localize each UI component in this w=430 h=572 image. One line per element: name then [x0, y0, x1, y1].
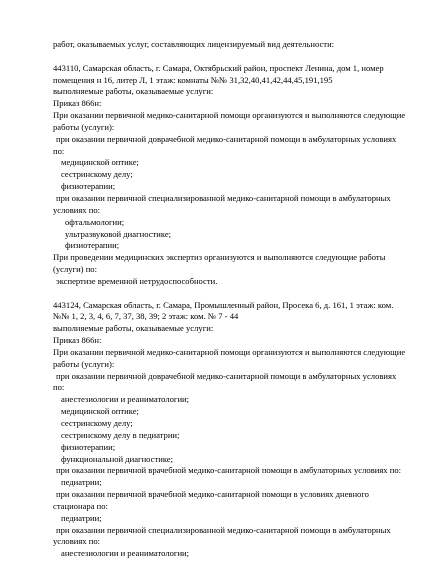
section1-specialized-line: при оказании первичной специализированной медико-санитарной помощи в амбулаторных: [56, 192, 391, 203]
section1-specialized-item: физиотерапии;: [65, 240, 120, 251]
section1-expertise-line: (услуги) по:: [53, 264, 97, 275]
section2-doctor-ambulatory-item: педиатрии;: [61, 477, 102, 488]
section2-order: Приказ 866н:: [53, 335, 102, 346]
section1-address-line: помещения н 16, литер Л, 1 этаж: комнаты №№ 31,32,40,41,42,44,45,191,195: [53, 74, 333, 85]
section2-doctor-ambulatory-line: при оказании первичной врачебной медико-санитарной помощи в амбулаторных условиях по:: [56, 465, 402, 476]
section1-primary-care-line: При оказании первичной медико-санитарной помощи организуются и выполняются следующие: [53, 110, 406, 121]
section2-predoctor-line: по:: [53, 382, 65, 393]
section2-specialized-line: при оказании первичной специализированной медико-санитарной помощи в амбулаторных: [56, 524, 391, 535]
section2-primary-care-line: работы (услуги):: [53, 358, 115, 369]
section2-specialized-line: условиях по:: [53, 536, 101, 547]
section1-predoctor-item: медицинской оптике;: [61, 157, 139, 168]
section2-address-line: №№ 1, 2, 3, 4, 6, 7, 37, 38, 39; 2 этаж: ком. № 7 - 44: [53, 311, 239, 322]
section1-primary-care-line: работы (услуги):: [53, 121, 115, 132]
section2-doctor-daycare-line: стационара по:: [53, 500, 108, 511]
section2-doctor-daycare-line: при оказании первичной врачебной медико-санитарной помощи в условиях дневного: [56, 489, 369, 500]
paragraph-gap: [53, 51, 409, 63]
section1-predoctor-item: сестринскому делу;: [61, 169, 133, 180]
section1-expertise-item: экспертизе временной нетрудоспособности.: [56, 275, 218, 286]
section2-predoctor-item: сестринскому делу в педиатрии;: [61, 429, 180, 440]
section1-expertise-line: При проведении медицинских экспертиз организуются и выполняются следующие работы: [53, 252, 386, 263]
section1-specialized-item: офтальмологии;: [65, 216, 125, 227]
section2-predoctor-item: медицинской оптике;: [61, 406, 139, 417]
section1-predoctor-line: по:: [53, 145, 65, 156]
section1-address-line: 443110, Самарская область, г. Самара, Октябрьский район, проспект Ленина, дом 1, номер: [53, 62, 384, 73]
license-text-block: [53, 39, 409, 560]
section2-address-line: 443124, Самарская область, г. Самара, Промышленный район, Просека 6, д. 161, 1 этаж: ком.: [53, 299, 394, 310]
intro-line: работ, оказываемых услуг, составляющих лицензируемый вид деятельности:: [53, 39, 335, 49]
section2-predoctor-line: при оказании первичной доврачебной медико-санитарной помощи в амбулаторных условиях: [56, 370, 397, 381]
section2-predoctor-item: физиотерапии;: [61, 441, 116, 452]
section2-primary-care-line: При оказании первичной медико-санитарной помощи организуются и выполняются следующие: [53, 346, 406, 357]
section1-specialized-line: условиях по:: [53, 204, 101, 215]
section1-predoctor-line: при оказании первичной доврачебной медико-санитарной помощи в амбулаторных условиях: [56, 133, 397, 144]
section1-predoctor-item: физиотерапии;: [61, 181, 116, 192]
section2-predoctor-item: сестринскому делу;: [61, 418, 133, 428]
section2-doctor-daycare-item: педиатрии;: [61, 512, 102, 523]
section2-specialized-item: анестезиологии и реаниматологии;: [61, 548, 190, 559]
section2-predoctor-item: функциональной диагностике;: [61, 453, 174, 464]
paragraph-gap: [53, 288, 409, 300]
section2-works-heading: выполняемые работы, оказываемые услуги:: [53, 323, 214, 334]
section1-order: Приказ 866н:: [53, 98, 102, 109]
section1-works-heading: выполняемые работы, оказываемые услуги:: [53, 86, 214, 97]
section2-predoctor-item: анестезиологии и реаниматологии;: [61, 394, 190, 405]
section1-specialized-item: ультразвуковой диагностике;: [65, 228, 172, 239]
